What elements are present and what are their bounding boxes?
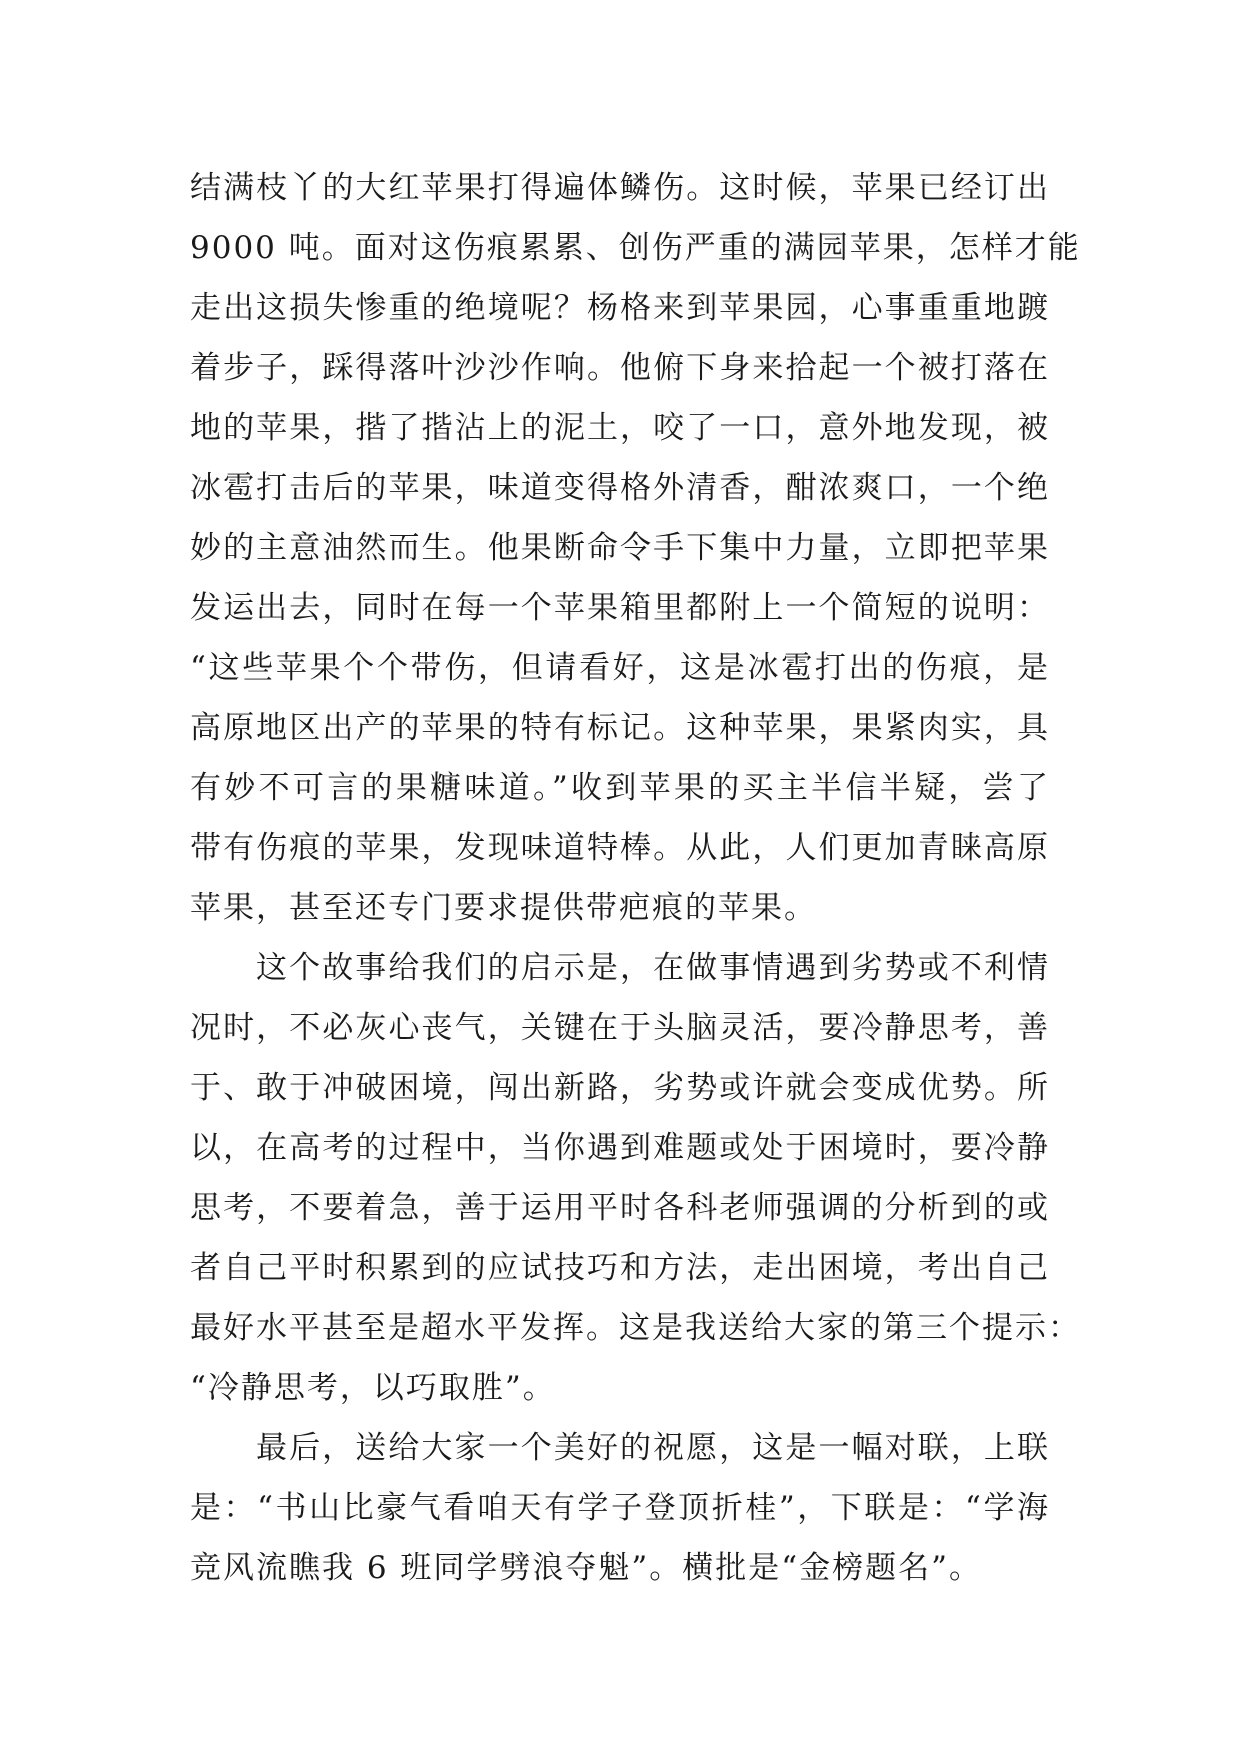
text-line: 结满枝丫的大红苹果打得遍体鳞伤。这时候，苹果已经订出: [190, 170, 1050, 206]
paragraph: [190, 1418, 1050, 1598]
text-line: 以，在高考的过程中，当你遇到难题或处于困境时，要冷静: [190, 1130, 1050, 1166]
paragraph: [190, 938, 1081, 1418]
text-line: 妙的主意油然而生。他果断命令手下集中力量，立即把苹果: [190, 530, 1050, 566]
text-line: 于、敢于冲破困境，闯出新路，劣势或许就会变成优势。所: [190, 1070, 1050, 1106]
text-line: 发运出去，同时在每一个苹果箱里都附上一个简短的说明：: [190, 590, 1050, 626]
text-line: 着步子，踩得落叶沙沙作响。他俯下身来拾起一个被打落在: [190, 350, 1050, 386]
text-line: 最后，送给大家一个美好的祝愿，这是一幅对联，上联: [256, 1430, 1050, 1466]
text-line: 苹果，甚至还专门要求提供带疤痕的苹果。: [190, 890, 817, 926]
text-line: 带有伤痕的苹果，发现味道特棒。从此，人们更加青睐高原: [190, 830, 1050, 866]
text-line: 者自己平时积累到的应试技巧和方法，走出困境，考出自己: [190, 1250, 1050, 1286]
text-line: 地的苹果，揩了揩沾上的泥土，咬了一口，意外地发现，被: [190, 410, 1050, 446]
text-line: 冰雹打击后的苹果，味道变得格外清香，酣浓爽口，一个绝: [190, 470, 1050, 506]
text-line: 是：“书山比豪气看咱天有学子登顶折桂”，下联是：“学海: [190, 1490, 1050, 1526]
text-line: 况时，不必灰心丧气，关键在于头脑灵活，要冷静思考，善: [190, 1010, 1050, 1046]
text-line: 有妙不可言的果糖味道。”收到苹果的买主半信半疑，尝了: [190, 770, 1050, 806]
text-line: “冷静思考，以巧取胜”。: [190, 1370, 556, 1406]
text-line: 高原地区出产的苹果的特有标记。这种苹果，果紧肉实，具: [190, 710, 1050, 746]
paragraph: [190, 158, 1081, 938]
text-line: 走出这损失惨重的绝境呢？杨格来到苹果园，心事重重地踱: [190, 290, 1050, 326]
text-line: 思考，不要着急，善于运用平时各科老师强调的分析到的或: [190, 1190, 1050, 1226]
text-line: 9000 吨。面对这伤痕累累、创伤严重的满园苹果，怎样才能: [190, 230, 1081, 266]
text-line: “这些苹果个个带伤，但请看好，这是冰雹打出的伤痕，是: [190, 650, 1050, 686]
text-line: 竞风流瞧我 6 班同学劈浪夺魁”。横批是“金榜题名”。: [190, 1550, 982, 1586]
text-line: 这个故事给我们的启示是，在做事情遇到劣势或不利情: [256, 950, 1050, 986]
text-line: 最好水平甚至是超水平发挥。这是我送给大家的第三个提示：: [190, 1310, 1081, 1346]
document-body: [190, 158, 1081, 1598]
